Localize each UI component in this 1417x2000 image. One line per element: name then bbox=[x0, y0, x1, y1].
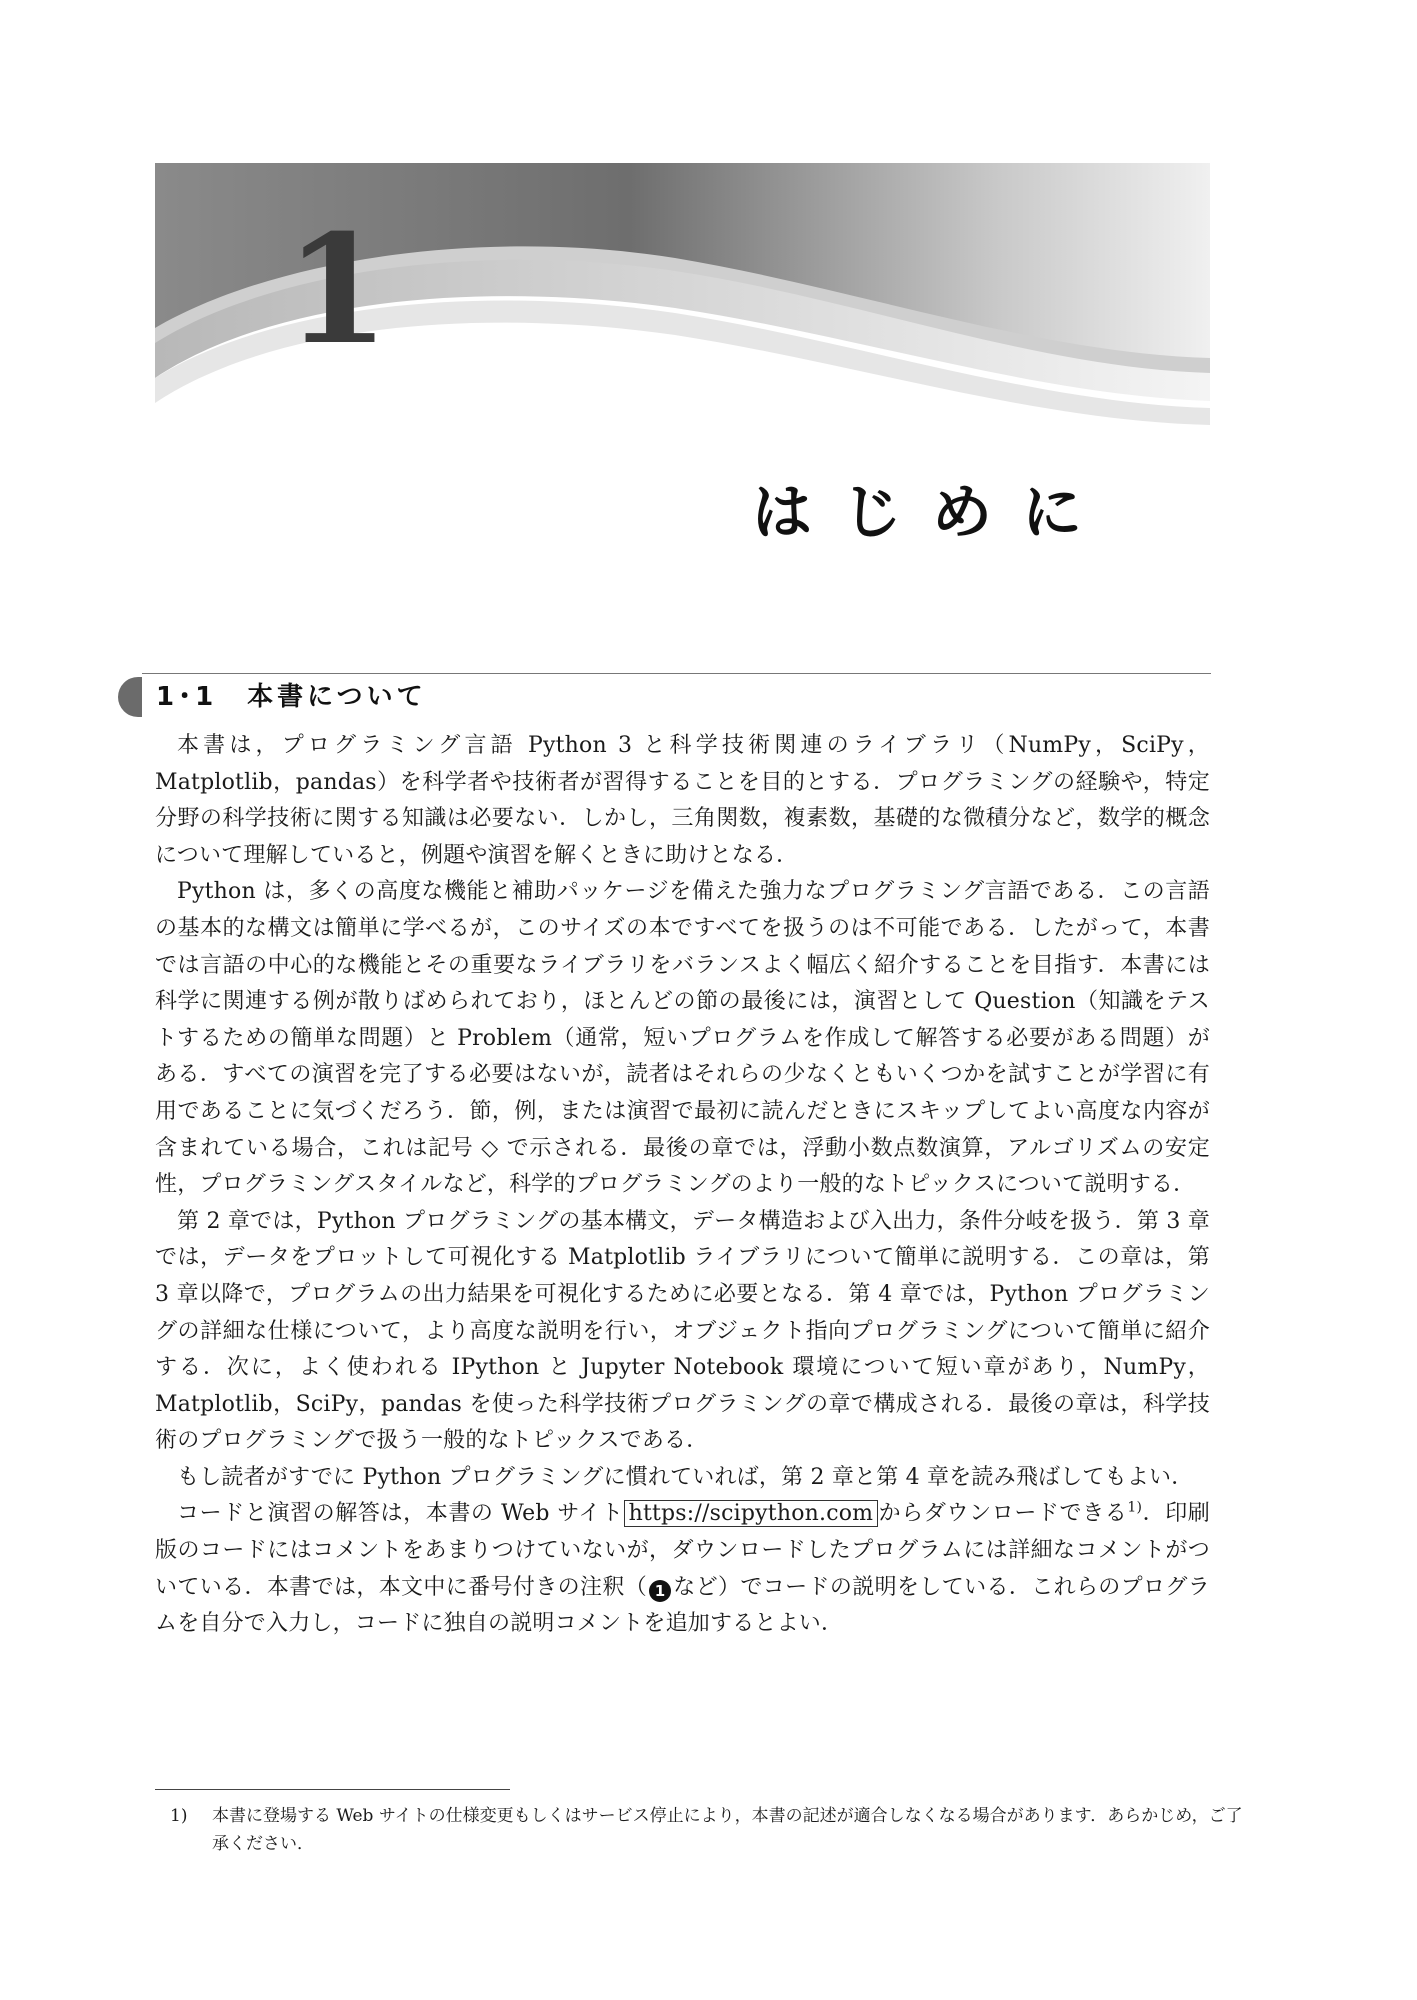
paragraph-2: Python は，多くの高度な機能と補助パッケージを備えた強力なプログラミング言語である．この言語の基本的な構文は簡単に学べるが，このサイズの本ですべてを扱うのは不可能である．したがって，本書では言語の中心的な機能とその重要なライブラリをバランスよく幅広く紹介することを目指す．本書には科学に関連する例が散りばめられており，ほとんどの節の最後には，演習として Question（知識をテストするための簡単な問題）と Problem（通常，短いプログラムを作成して解答する必要がある問題）がある．すべての演習を完了する必要はないが，読者はそれらの少なくともいくつかを試すことが学習に有用であることに気づくだろう．節，例，または演習で最初に読んだときにスキップしてよい高度な内容が含まれている場合，これは記号 ◇ で示される．最後の章では，浮動小数点数演算，アルゴリズムの安定性，プログラミングスタイルなど，科学的プログラミングのより一般的なトピックスについて説明する． bbox=[155, 879, 1210, 1198]
paragraph-1: 本書は，プログラミング言語 Python 3 と科学技術関連のライブラリ（NumPy，SciPy，Matplotlib，pandas）を科学者や技術者が習得することを目的とする．プログラミングの経験や，特定分野の科学技術に関する知識は必要ない．しかし，三角関数，複素数，基礎的な微積分など，数学的概念について理解していると，例題や演習を解くときに助けとなる． bbox=[155, 733, 1210, 868]
footnote-text: 本書に登場する Web サイトの仕様変更もしくはサービス停止により，本書の記述が適合しなくなる場合があります．あらかじめ，ご了承ください． bbox=[212, 1806, 1243, 1854]
paragraph-4: もし読者がすでに Python プログラミングに慣れていれば，第 2 章と第 4 章を読み飛ばしてもよい． bbox=[177, 1464, 1194, 1490]
footnote-number: 1) bbox=[170, 1806, 188, 1826]
chapter-title: はじめに bbox=[752, 478, 1112, 548]
chapter-number: 1 bbox=[285, 202, 390, 378]
numbered-annotation-marker: 1 bbox=[649, 1580, 671, 1602]
paragraph-3: 第 2 章では，Python プログラミングの基本構文，データ構造および入出力，条件分岐を扱う．第 3 章では，データをプロットして可視化する Matplotlib ライブラリについて簡単に説明する．この章は，第 3 章以降で，プログラムの出力結果を可視化するために必要となる．第 4 章では，Python プログラミングの詳細な仕様について，より高度な説明を行い，オブジェクト指向プログラミングについて簡単に紹介する．次に，よく使われる IPython と Jupyter Notebook 環境について短い章があり，NumPy，Matplotlib，SciPy，pandas を使った科学技術プログラミングの章で構成される．最後の章は，科学技術のプログラミングで扱う一般的なトピックスである． bbox=[155, 1208, 1210, 1454]
footnote bbox=[170, 1802, 1252, 1858]
p5-text-after-note: ．印刷版のコードにはコメントをあまりつけていないが，ダウンロードしたプログラムには詳細なコメントがついている．本書では，本文中に番号付きの注釈（ bbox=[155, 1501, 1211, 1600]
website-url[interactable]: https://scipython.com bbox=[624, 1500, 879, 1527]
paragraph-5 bbox=[155, 1496, 1210, 1642]
section-heading bbox=[118, 673, 1211, 721]
footnote-rule bbox=[155, 1789, 510, 1790]
section-rule bbox=[142, 673, 1211, 674]
section-title: 1･1 本書について bbox=[156, 682, 427, 712]
footnote-ref[interactable]: 1) bbox=[1127, 1500, 1143, 1517]
p5-text-start: コードと演習の解答は，本書の Web サイト bbox=[177, 1501, 624, 1527]
section-tab-marker bbox=[118, 677, 142, 717]
body-text bbox=[155, 728, 1210, 1643]
p5-text-end: など）でコードの説明をしている．これらのプログラムを自分で入力し，コードに独自の説明コメントを追加するとよい． bbox=[155, 1574, 1210, 1637]
p5-text-mid: からダウンロードできる bbox=[878, 1501, 1128, 1527]
